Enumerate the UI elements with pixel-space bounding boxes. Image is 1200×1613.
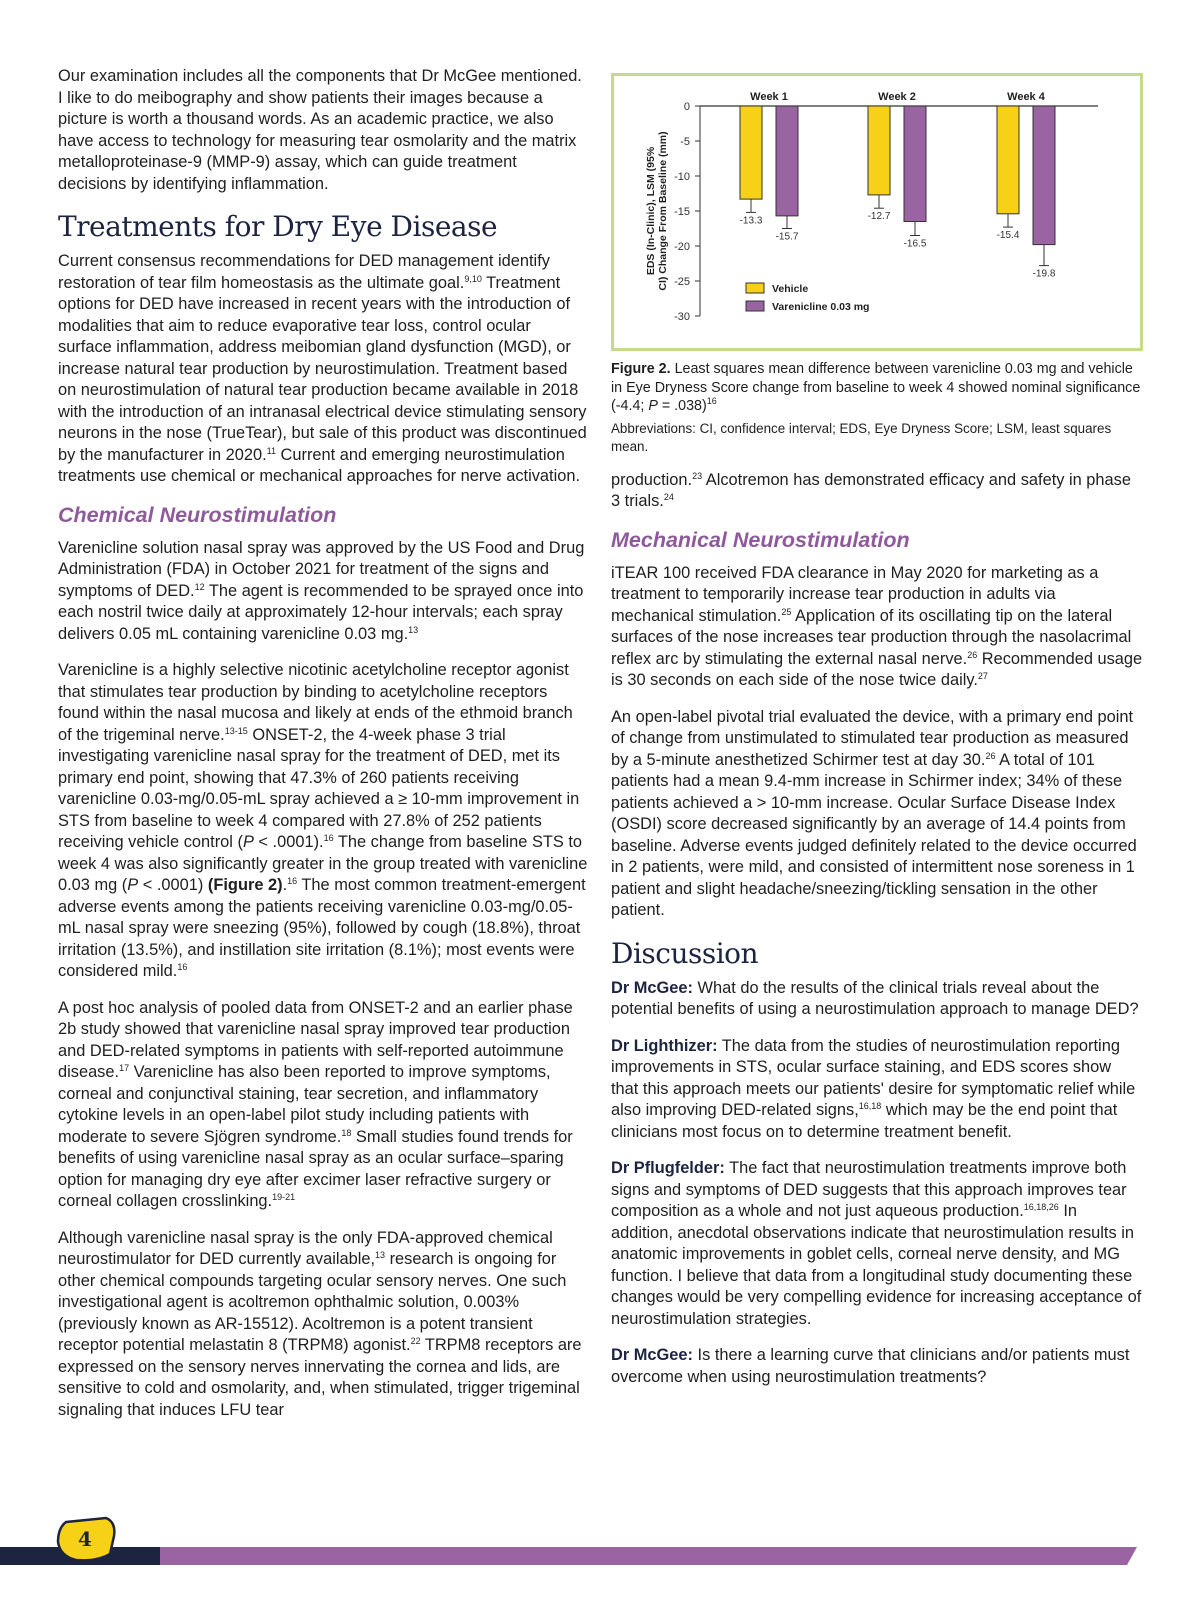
legend-label: Vehicle (772, 283, 809, 295)
figure-caption: Figure 2. Least squares mean difference between varenicline 0.03 mg and vehicle in Eye Dryness Score change from baseline to week 4 showed nominal significance (-4.4; P = .038)$^{16}$ (611, 361, 1141, 414)
y-axis-label: EDS (In-Clinic), LSM (95%CI) Change From Baseline (mm) (645, 131, 669, 291)
page-number: 4 (78, 1527, 92, 1551)
y-tick-label: -10 (674, 171, 690, 183)
chemical-paragraph-2: Varenicline is a highly selective nicotinic acetylcholine receptor agonist that stimulates tear production by binding to acetylcholine receptors found within the nasal mucosa and likely at ends of the ethmoid branch of the trigeminal nerve.$^{13-15}$ ONSET-2, the 4-week phase 3 trial investigating varenicline nasal spray for the treatment of DED, met its primary end point, showing that 47.3% of 260 patients receiving varenicline 0.03-mg/0.05-mL spray achieved a ≥ 10-mm improvement in STS from baseline to week 4 compared with 27.8% of 252 patients receiving vehicle control (P < .0001).$^{16}$ The change from baseline STS to week 4 was also significantly greater in the group treated with varenicline 0.03 mg (P < .0001) (Figure 2).$^{16}$ The most common treatment-emergent adverse events among the patients receiving varenicline 0.03-mg/0.05-mL nasal spray were sneezing (95%), followed by cough (18.8%), throat irritation (13.5%), and instillation site irritation (8.1%); most events were considered mild.$^{16}$ (58, 661, 588, 980)
chemical-paragraph-4: Although varenicline nasal spray is the only FDA-approved chemical neurostimulator for DED currently available,$^{13}$ research is ongoing for other chemical compounds targeting ocular sensory nerves. One such investigational agent is acoltremon ophthalmic solution, 0.003% (previously known as AR-15512). Acoltremon is a potent transient receptor potential melastatin 8 (TRPM8) agonist.$^{22}$ TRPM8 receptors are expressed on the sensory nerves innervating the cornea and lids, are sensitive to cold and osmolarity, and, when stimulated, trigger trigeminal signaling that induces LFU tear (58, 1228, 582, 1419)
mechanical-paragraph-1: iTEAR 100 received FDA clearance in May 2020 for marketing as a treatment to temporarily increase tear production in adults via mechanical stimulation.$^{25}$ Application of its oscillating tip on the lateral surfaces of the nose increases tear production through the nasolacrimal reflex arc by stimulating the external nasal nerve.$^{26}$ Recommended usage is 30 seconds on each side of the nose twice daily.$^{27}$ (611, 563, 1143, 689)
legend-swatch (746, 283, 764, 293)
y-tick-label: -20 (674, 241, 690, 253)
discussion-mcgee-2: Dr McGee: Is there a learning curve that clinicians and/or patients must overcome when using neurostimulation treatments? (611, 1346, 1130, 1386)
category-label: Week 4 (1007, 91, 1045, 103)
treatments-heading: Treatments for Dry Eye Disease (58, 210, 498, 243)
bar (868, 106, 890, 195)
y-tick-label: -15 (674, 206, 690, 218)
bar (776, 106, 798, 216)
discussion-pflugfelder: Dr Pflugfelder: The fact that neurostimulation treatments improve both signs and symptoms of DED suggests that this approach improves tear composition as a whole and not just aqueous production.$^{16,18,26}$ In addition, anecdotal observations indicate that neurostimulation results in anatomic improvements in goblet cells, corneal nerve density, and MG function. I believe that data from a longitudinal study documenting these changes would be very compelling evidence for increasing acceptance of neurostimulation strategies. (611, 1159, 1142, 1328)
treatments-paragraph: Current consensus recommendations for DED management identify restoration of tear film homeostasis as the ultimate goal.$^{9,10}$ Treatment options for DED have increased in recent years with the introduction of modalities that aim to reduce evaporative tear loss, control ocular surface inflammation, address meibomian gland dysfunction (MGD), or increase natural tear production by neurostimulation. Treatment based on neurostimulation of natural tear production became available in 2018 with the introduction of an intranasal electrical device stimulating sensory neurons in the nose (TrueTear), but sale of this product was discontinued by the manufacturer in 2020.11 Current and emerging neurostimulation treatments use chemical or mechanical approaches for nerve activation. (58, 252, 587, 485)
page-number-badge (56, 1516, 120, 1564)
left-column (58, 66, 588, 1436)
chemical-heading: Chemical Neurostimulation (58, 502, 337, 527)
chemical-paragraph-1: Varenicline solution nasal spray was approved by the US Food and Drug Administration (FDA) in October 2021 for treatment of the signs and symptoms of DED.$^{12}$ The agent is recommended to be sprayed once into each nostril twice daily at approximately 12-hour intervals; each spray delivers 0.05 mL containing varenicline 0.03 mg.$^{13}$ (58, 538, 585, 643)
category-label: Week 2 (878, 91, 916, 103)
footer-bar (0, 1547, 1200, 1567)
mechanical-heading: Mechanical Neurostimulation (611, 527, 910, 552)
value-label: -15.4 (996, 230, 1020, 242)
value-label: -15.7 (775, 231, 799, 243)
bar (997, 106, 1019, 214)
intro-paragraph: Our examination includes all the components that Dr McGee mentioned. I like to do meibography and show patients their images because a picture is worth a thousand words. As an academic practice, we also have access to technology for measuring tear osmolarity and the matrix metalloproteinase-9 (MMP-9) assay, which can guide treatment decisions by identifying inflammation. (58, 67, 582, 193)
right-column (611, 66, 1143, 1403)
y-tick-label: -30 (674, 311, 690, 323)
chemical-paragraph-3: A post hoc analysis of pooled data from ONSET-2 and an earlier phase 2b study showed that varenicline nasal spray improved tear production and DED-related symptoms in patients with self-reported autoimmune disease.$^{17}$ Varenicline has also been reported to improve symptoms, corneal and conjunctival staining, tear secretion, and inflammatory cytokine levels in an open-label pilot study including patients with moderate to severe Sjögren syndrome.$^{18}$ Small studies found trends for benefits of using varenicline nasal spray as an ocular surface–sparing option for managing dry eye after excimer laser refractive surgery or corneal collagen crosslinking.$^{19-21}$ (58, 998, 573, 1210)
continued-paragraph: production.$^{23}$ Alcotremon has demonstrated efficacy and safety in phase 3 trials.$^{24}$ (611, 470, 1131, 510)
bar (904, 106, 926, 222)
legend-swatch (746, 301, 764, 311)
y-tick-label: -5 (680, 136, 690, 148)
eds-bar-chart (614, 76, 1140, 342)
abbreviations: Abbreviations: CI, confidence interval; EDS, Eye Dryness Score; LSM, least squares mean. (611, 420, 1112, 454)
value-label: -12.7 (867, 211, 891, 223)
value-label: -16.5 (903, 238, 927, 250)
mechanical-paragraph-2: An open-label pivotal trial evaluated the device, with a primary end point of change from unstimulated to stimulated tear production as measured by a 5-minute anesthetized Schirmer test at day 30.26 A total of 101 patients had a mean 9.4-mm increase in Schirmer index; 34% of these patients achieved a > 10-mm increase. Ocular Surface Disease Index (OSDI) score decreased significantly by an average of 14.4 points from baseline. Adverse events judged definitely related to the device occurred in 2 patients, were mild, and consisted of intermittent nose soreness in 1 patient and slight headache/sneezing/tickling sensation in the other patient. (611, 707, 1137, 919)
y-tick-label: 0 (683, 101, 690, 113)
figure-2-box (611, 73, 1143, 351)
value-label: -13.3 (739, 215, 763, 227)
legend-label: Varenicline 0.03 mg (772, 301, 870, 313)
category-label: Week 1 (750, 91, 788, 103)
figure-2-reference[interactable]: (Figure 2) (207, 876, 283, 894)
bar (1033, 106, 1055, 245)
value-label: -19.8 (1032, 268, 1056, 280)
y-tick-label: -25 (674, 276, 690, 288)
discussion-heading: Discussion (611, 936, 759, 970)
bar (740, 106, 762, 199)
discussion-mcgee-1: Dr McGee: What do the results of the clinical trials reveal about the potential benefits of using a neurostimulation approach to manage DED? (611, 978, 1139, 1018)
discussion-lighthizer: Dr Lighthizer: The data from the studies of neurostimulation reporting improvements in STS, ocular surface staining, and EDS scores show that this approach meets our patients' desire for symptomatic relief while also improving DED-related signs,$^{16,18}$ which may be the end point that clinicians most focus on to determine treatment benefit. (611, 1036, 1136, 1141)
